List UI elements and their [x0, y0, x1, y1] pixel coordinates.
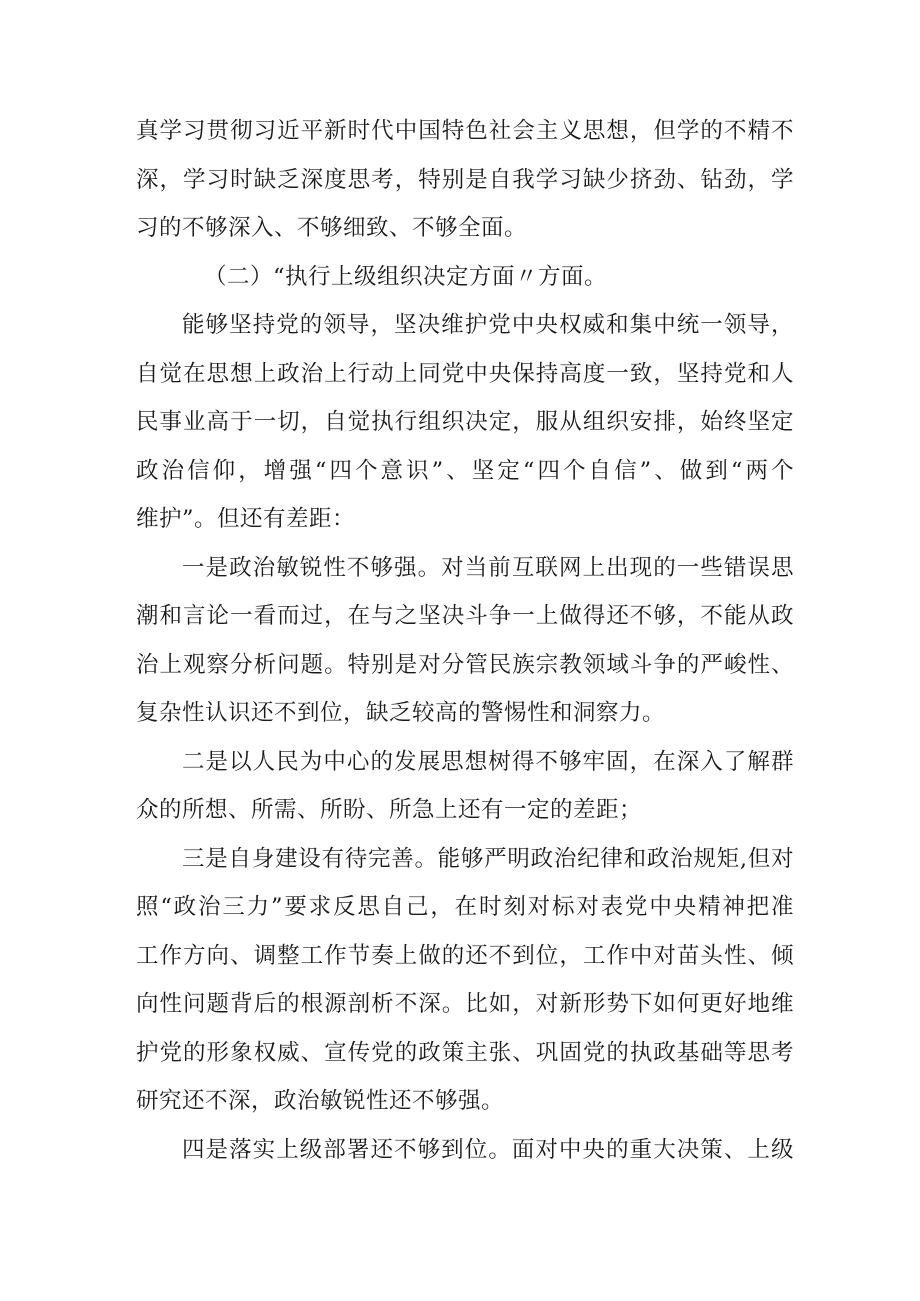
text-line: 复杂性认识还不到位，缺乏较高的警惕性和洞察力。 — [136, 700, 666, 726]
text-line: 三是自身建设有待完善。能够严明政治纪律和政治规矩,但对 — [182, 845, 794, 872]
text-line: 能够坚持党的领导，坚决维护党中央权威和集中统一领导， — [182, 312, 794, 338]
text-line: 自觉在思想上政治上行动上同党中央保持高度一致，坚持党和人 — [136, 360, 794, 387]
text-line: 向性问题背后的根源剖析不深。比如，对新形势下如何更好地维 — [136, 991, 794, 1017]
text-line: 习的不够深入、不够细致、不够全面。 — [136, 215, 528, 241]
paragraph — [136, 107, 794, 253]
document-body — [136, 107, 794, 1174]
paragraph — [136, 835, 794, 1126]
paragraph — [136, 301, 794, 544]
text-line: 真学习贯彻习近平新时代中国特色社会主义思想，但学的不精不 — [136, 118, 794, 144]
text-line: 治上观察分析问题。特别是对分管民族宗教领域斗争的严峻性、 — [136, 651, 794, 678]
text-line: 潮和言论一看而过，在与之坚决斗争一上做得还不够，不能从政 — [136, 603, 794, 629]
text-line: 护党的形象权威、宣传党的政策主张、巩固党的执政基础等思考 — [136, 1039, 794, 1066]
paragraph — [136, 1126, 794, 1175]
heading-line: （二）“执行上级组织决定方面〃方面。 — [204, 263, 608, 290]
text-line: 工作方向、调整工作节奏上做的还不到位，工作中对苗头性、倾 — [136, 942, 794, 969]
text-line: 一是政治敏锐性不够强。对当前互联网上出现的一些错误思 — [182, 554, 794, 581]
section-heading — [136, 253, 794, 302]
text-line: 众的所想、所需、所盼、所急上还有一定的差距； — [136, 797, 643, 823]
text-line: 维护”。但还有差距： — [136, 506, 356, 532]
text-line: 民事业高于一切，自觉执行组织决定，服从组织安排，始终坚定 — [136, 409, 794, 435]
text-line: 照“政治三力”要求反思自己，在时刻对标对表党中央精神把准 — [136, 894, 794, 920]
text-line: 深，学习时缺乏深度思考，特别是自我学习缺少挤劲、钻劲，学 — [136, 166, 794, 193]
paragraph — [136, 738, 794, 835]
text-line: 四是落实上级部署还不够到位。面对中央的重大决策、上级 — [182, 1136, 794, 1163]
text-line: 研究还不深，政治敏锐性还不够强。 — [136, 1088, 505, 1114]
paragraph — [136, 544, 794, 738]
text-line: 二是以人民为中心的发展思想树得不够牢固，在深入了解群 — [182, 748, 794, 775]
text-line: 政治信仰，增强“四个意识”、坚定“四个自信”、做到“两个 — [136, 457, 794, 484]
